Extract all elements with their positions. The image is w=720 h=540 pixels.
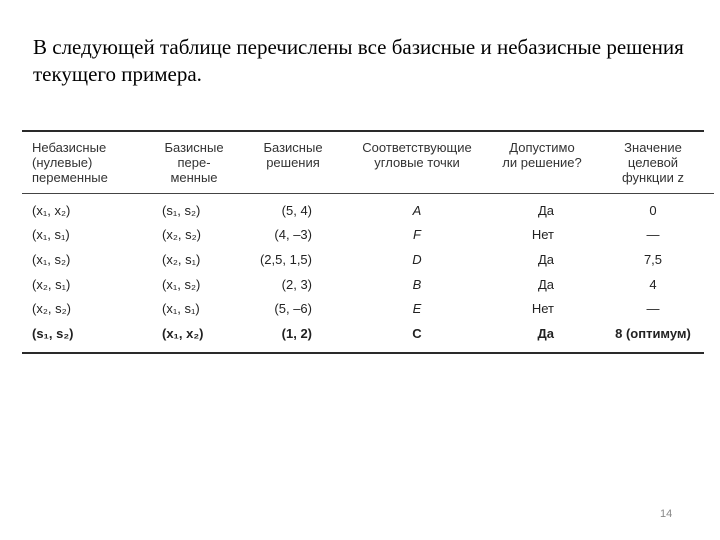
header-line: Значение	[624, 140, 682, 155]
header-basic-solutions	[244, 132, 342, 193]
cell-objective: —	[646, 301, 660, 317]
header-line: угловые точки	[374, 155, 460, 170]
header-line: решения	[266, 155, 320, 170]
cell-solution: (1, 2)	[281, 325, 312, 341]
cell-corner-point: A	[412, 202, 422, 218]
cell-nonbasic: (x₁, s₂)	[32, 251, 71, 267]
header-feasible	[492, 132, 592, 193]
solutions-table	[22, 132, 714, 346]
header-line: Небазисные	[32, 140, 107, 155]
header-line: переменные	[32, 170, 108, 185]
cell-corner-point: E	[412, 301, 422, 317]
cell-basic: (x₁, s₁)	[162, 301, 200, 317]
cell-feasible: Нет	[531, 227, 554, 243]
header-line: целевой	[627, 155, 679, 170]
cell-feasible: Да	[537, 325, 554, 341]
cell-corner-point: D	[412, 251, 422, 267]
cell-corner-point: C	[412, 325, 422, 341]
header-line: ли решение?	[502, 155, 582, 170]
cell-nonbasic: (x₁, s₁)	[32, 227, 70, 243]
cell-nonbasic: (x₁, x₂)	[32, 202, 71, 218]
header-nonbasic-vars	[22, 132, 144, 193]
cell-feasible: Да	[537, 276, 554, 292]
header-line: Базисные	[164, 140, 224, 155]
cell-objective: 7,5	[643, 251, 663, 267]
header-line: Базисные	[263, 140, 323, 155]
table-row	[22, 296, 714, 321]
table-row	[22, 223, 714, 248]
cell-objective: —	[646, 227, 660, 243]
cell-feasible: Да	[537, 251, 554, 267]
cell-solution: (2, 3)	[281, 276, 312, 292]
solutions-table-block	[22, 130, 704, 354]
cell-solution: (2,5, 1,5)	[259, 251, 312, 267]
cell-nonbasic: (x₂, s₁)	[32, 276, 71, 292]
cell-objective: 0	[649, 202, 657, 218]
header-line: пере-	[177, 155, 211, 170]
cell-solution: (5, –6)	[274, 301, 312, 317]
header-basic-vars	[144, 132, 244, 193]
header-line: Допустимо	[509, 140, 575, 155]
page-number: 14	[660, 508, 673, 520]
cell-corner-point: F	[413, 227, 421, 243]
cell-objective: 4	[649, 276, 657, 292]
table-bottom-rule	[22, 352, 704, 354]
header-line: Соответствующие	[362, 140, 472, 155]
header-line: функции z	[622, 170, 684, 185]
cell-basic: (x₁, x₂)	[162, 325, 204, 341]
cell-nonbasic: (x₂, s₂)	[32, 301, 71, 317]
intro-paragraph: В следующей таблице перечислены все базисные и небазисные решения текущего примера.	[33, 35, 684, 86]
header-line: менные	[170, 170, 218, 185]
header-row	[22, 132, 714, 193]
cell-basic: (x₂, s₁)	[162, 251, 201, 267]
table-row	[22, 247, 714, 272]
header-line: (нулевые)	[32, 155, 93, 170]
table-row	[22, 194, 714, 223]
table-row-optimum	[22, 321, 714, 346]
cell-basic: (x₂, s₂)	[162, 227, 201, 243]
cell-corner-point: B	[412, 276, 422, 292]
cell-basic: (s₁, s₂)	[162, 202, 201, 218]
cell-feasible: Да	[537, 202, 554, 218]
cell-solution: (5, 4)	[281, 202, 312, 218]
header-corner-points	[342, 132, 492, 193]
cell-basic: (x₁, s₂)	[162, 276, 201, 292]
cell-feasible: Нет	[531, 301, 554, 317]
cell-nonbasic: (s₁, s₂)	[32, 325, 74, 341]
cell-objective: 8 (оптимум)	[615, 325, 691, 341]
cell-solution: (4, –3)	[274, 227, 312, 243]
header-objective-value	[592, 132, 714, 193]
table-row	[22, 272, 714, 297]
